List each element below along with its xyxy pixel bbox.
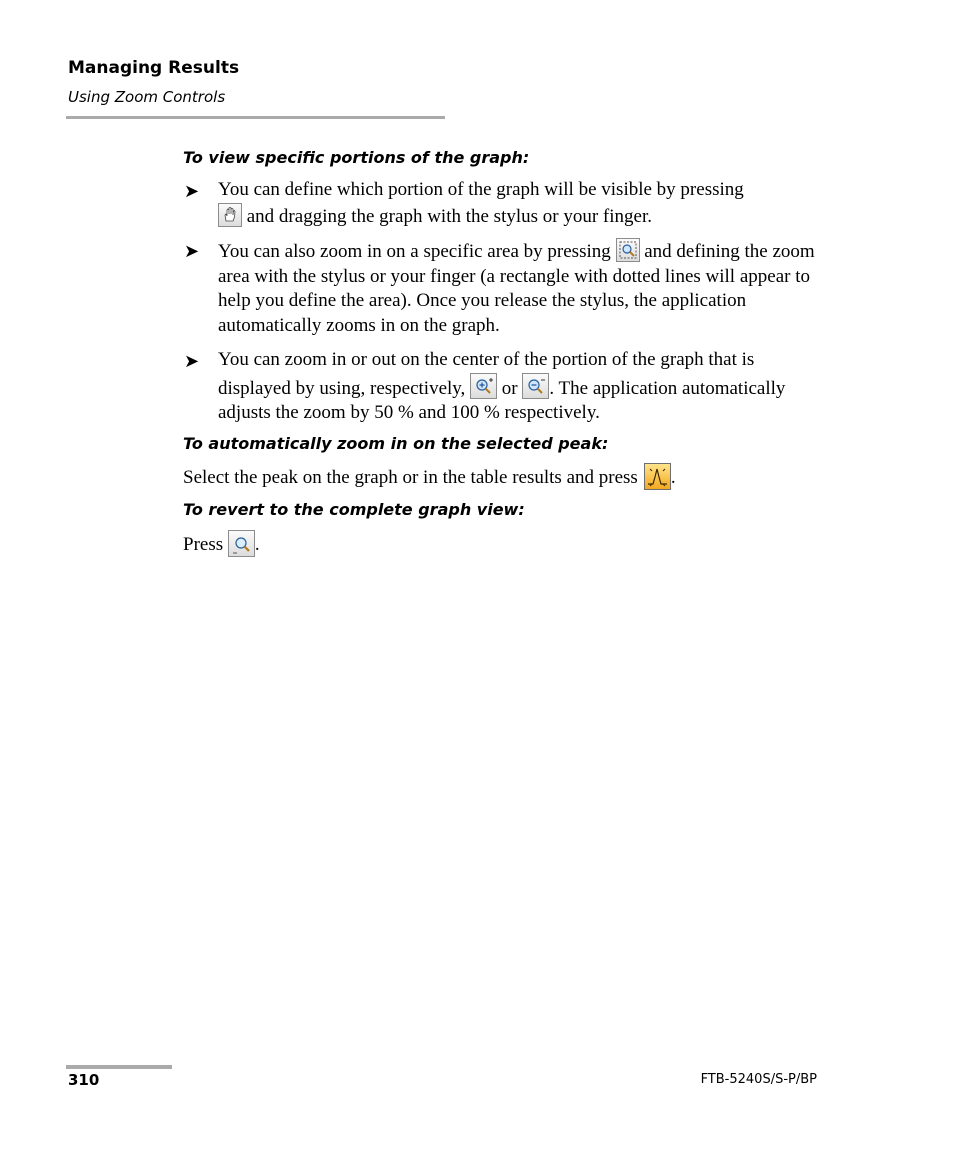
header-divider xyxy=(66,116,445,119)
pan-hand-icon xyxy=(218,203,242,227)
bullet-pan-text-before: You can define which portion of the graph will be visible by pressing xyxy=(218,179,744,200)
peak-instruction xyxy=(183,463,676,491)
product-model: FTB-5240S/S-P/BP xyxy=(700,1072,817,1087)
heading-revert: To revert to the complete graph view: xyxy=(183,500,525,519)
footer-divider xyxy=(66,1065,172,1069)
peak-text-after: . xyxy=(670,467,676,488)
peak-text-before: Select the peak on the graph or in the table results and press xyxy=(183,467,638,488)
zoom-out-icon xyxy=(522,373,549,399)
bullet-zoom-area xyxy=(218,238,823,338)
bullet-zoom-area-text-before: You can also zoom in on a specific area by pressing xyxy=(218,241,611,262)
bullet-marker: ➤ xyxy=(184,351,200,371)
revert-text-after: . xyxy=(254,534,260,555)
bullet-pan-text-after: and dragging the graph with the stylus or your finger. xyxy=(246,205,653,227)
heading-zoom-peak: To automatically zoom in on the selected peak: xyxy=(183,434,609,453)
page-header-subtitle: Using Zoom Controls xyxy=(68,88,226,106)
bullet-zoom-area-text-after: and defining the zoom area with the stylus or your finger (a rectangle with dotted lines will appear to help you define the area). Once you release the stylus, the application automatically zooms in on the graph. xyxy=(218,241,815,336)
zoom-area-icon xyxy=(616,238,640,262)
revert-instruction xyxy=(183,530,260,558)
bullet-marker: ➤ xyxy=(184,181,200,201)
zoom-reset-icon xyxy=(228,530,255,557)
page-number: 310 xyxy=(68,1071,100,1089)
bullet-zoom-in-out-or: or xyxy=(501,377,518,399)
zoom-in-icon xyxy=(470,373,497,399)
bullet-pan xyxy=(218,178,823,229)
bullet-marker: ➤ xyxy=(184,241,200,261)
heading-view-portions: To view specific portions of the graph: xyxy=(183,148,530,167)
zoom-peak-icon xyxy=(644,463,671,490)
bullet-zoom-in-out-text-before: You can zoom in or out on the center of the portion of the graph that is displayed by using, respectively, xyxy=(218,349,755,399)
page-header-title: Managing Results xyxy=(68,58,240,78)
bullet-zoom-in-out-text-after: . The application automatically adjusts the zoom by 50 % and 100 % respectively. xyxy=(218,377,786,423)
bullet-zoom-in-out xyxy=(218,348,823,426)
revert-text-before: Press xyxy=(183,534,224,555)
